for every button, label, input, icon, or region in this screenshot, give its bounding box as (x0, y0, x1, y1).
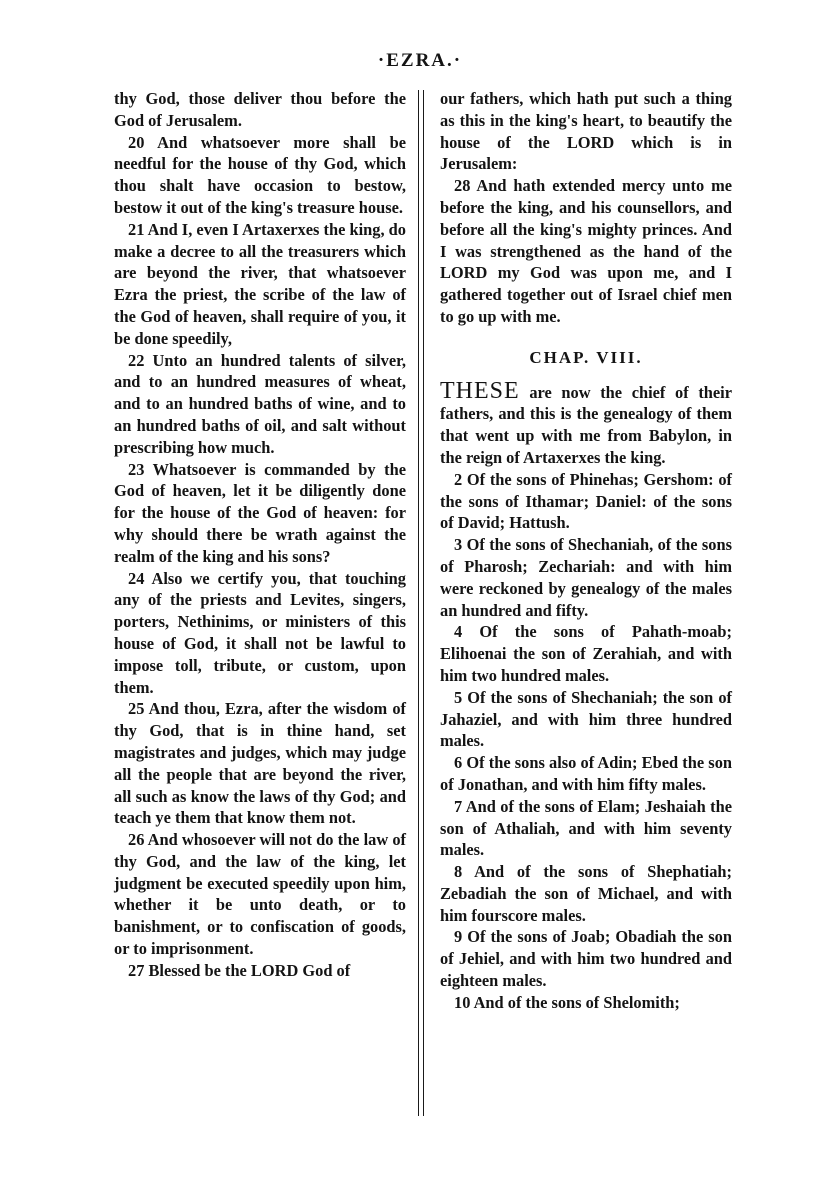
chapter-heading: CHAP. VIII. (529, 347, 643, 367)
verse-paragraph: 9 Of the sons of Joab; Obadiah the son of Jehiel, and with him two hundred and eighteen males. (440, 927, 732, 991)
right-column (440, 88, 732, 1014)
verse-paragraph: 8 And of the sons of Shephatiah; Zebadiah the son of Michael, and with him fourscore males. (440, 862, 732, 925)
verse-paragraph: 25 And thou, Ezra, after the wisdom of thy God, that is in thine hand, set magistrates and judges, which may judge all the people that are beyond the river, all such as know the laws of thy God; and teach ye them that know them not. (114, 699, 406, 828)
chapter-intro-text: are now the chief of their fathers, and this is the genealogy of them that went up with me from Babylon, in the reign of Artaxerxes the king. (440, 382, 732, 467)
chapter-intro-paragraph (440, 377, 732, 469)
verse-paragraph: thy God, those deliver thou before the God of Jerusalem. (114, 89, 406, 130)
verse-paragraph: our fathers, which hath put such a thing as this in the king's heart, to beautify the house of the LORD which is in Jerusalem: (440, 89, 732, 174)
verse-paragraph: 4 Of the sons of Pahath-moab; Elihoenai the son of Zerahiah, and with him two hundred males. (440, 622, 732, 685)
verse-paragraph: 21 And I, even I Artaxerxes the king, do make a decree to all the treasurers which are beyond the river, that whatsoever Ezra the priest, the scribe of the law of the God of heaven, shall require of you, it be done speedily, (114, 219, 406, 348)
running-head: ·EZRA.· (377, 50, 463, 71)
left-column (114, 88, 406, 982)
column-divider (418, 90, 424, 1116)
verse-paragraph: 26 And whosoever will not do the law of thy God, and the law of the king, let judgment be executed speedily upon him, whether it be unto death, or to banishment, or to confiscation of goods, or to imprisonment. (114, 830, 406, 959)
verse-paragraph: 5 Of the sons of Shechaniah; the son of Jahaziel, and with him three hundred males. (440, 687, 732, 751)
verse-paragraph: 22 Unto an hundred talents of silver, and to an hundred measures of wheat, and to an hundred baths of wine, and to an hundred baths of oil, and salt without prescribing how much. (114, 350, 406, 457)
verse-paragraph: 27 Blessed be the LORD God of (128, 960, 351, 980)
verse-paragraph: 24 Also we certify you, that touching any of the priests and Levites, singers, porters, Nethinims, or ministers of this house of God, it shall not be lawful to impose toll, tribute, or custom, upon them. (114, 568, 406, 697)
dropcap-word: THESE (440, 377, 520, 404)
verse-paragraph: 7 And of the sons of Elam; Jeshaiah the son of Athaliah, and with him seventy males. (440, 796, 732, 860)
verse-paragraph: 3 Of the sons of Shechaniah, of the sons of Pharosh; Zechariah: and with him were reckoned by genealogy of the males an hundred and fifty. (440, 535, 732, 620)
verse-paragraph: 10 And of the sons of Shelomith; (454, 992, 680, 1012)
verse-paragraph: 28 And hath extended mercy unto me before the king, and his counsellors, and before all the king's mighty princes. And I was strengthened as the hand of the LORD my God was upon me, and I gathered together out of Israel chief men to go up with me. (440, 176, 732, 326)
verse-paragraph: 6 Of the sons also of Adin; Ebed the son of Jonathan, and with him fifty males. (440, 753, 732, 794)
verse-paragraph: 2 Of the sons of Phinehas; Gershom: of the sons of Ithamar; Daniel: of the sons of David; Hattush. (440, 469, 732, 533)
verse-paragraph: 20 And whatsoever more shall be needful for the house of thy God, which thou shalt have occasion to bestow, bestow it out of the king's treasure house. (114, 132, 406, 217)
verse-paragraph: 23 Whatsoever is commanded by the God of heaven, let it be diligently done for the house of the God of heaven: for why should there be wrath against the realm of the king and his sons? (114, 459, 406, 566)
